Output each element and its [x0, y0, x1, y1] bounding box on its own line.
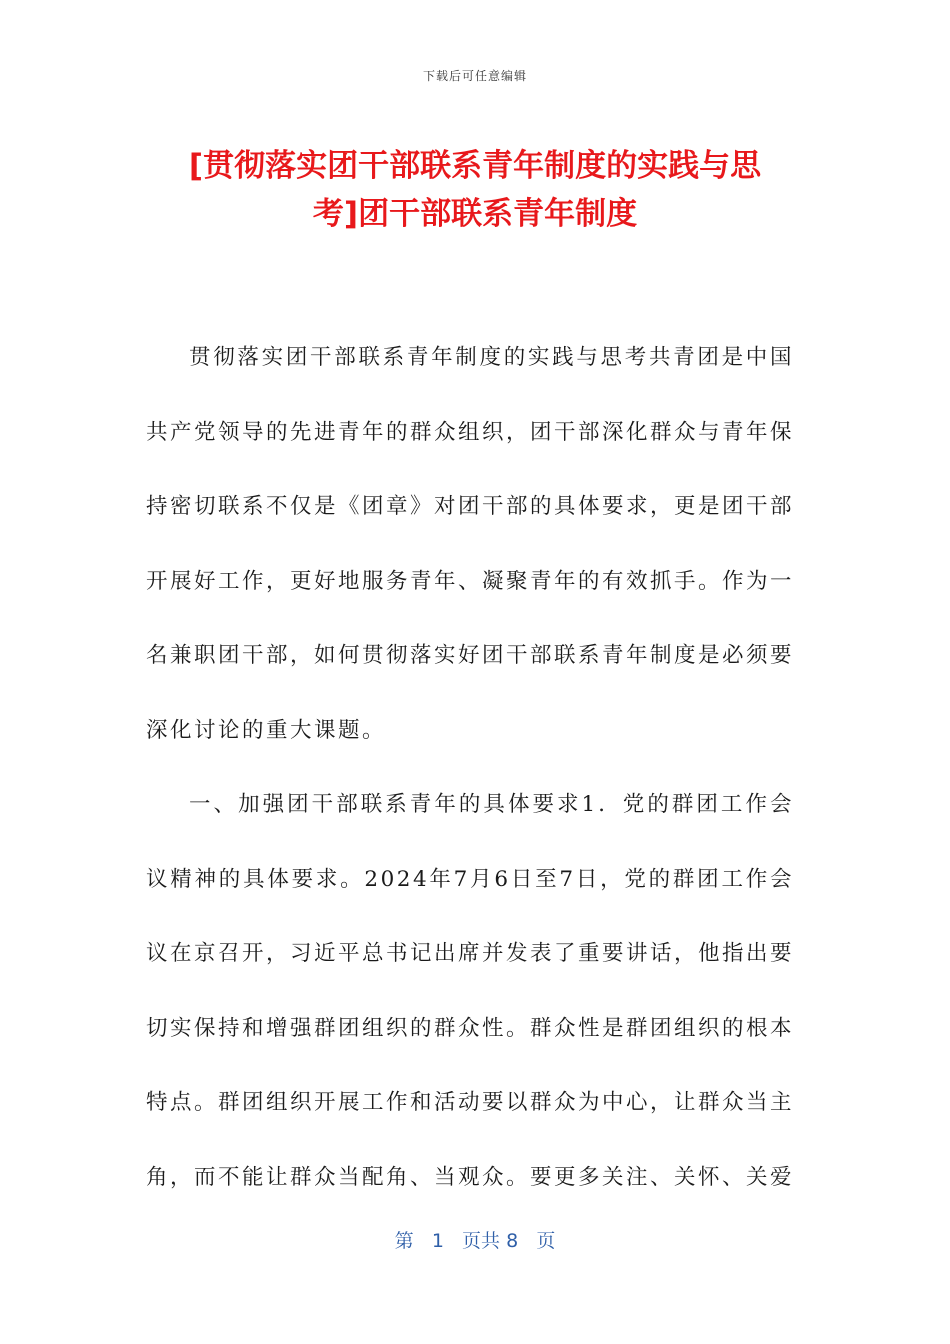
body-paragraph-2: 一、加强团干部联系青年的具体要求1．党的群团工作会议精神的具体要求。2024年7月6日至7日，党的群团工作会议在京召开，习近平总书记出席并发表了重要讲话，他指出要切实保持和增强群团组织的群众性。群众性是群团组织的根本特点。群团组织开展工作和活动要以群众为中心，让群众当主角，而不能让群众当配角、当观众。要更多关注、关怀、关爱	[146, 792, 795, 1190]
body-paragraph-1: 贯彻落实团干部联系青年制度的实践与思考共青团是中国共产党领导的先进青年的群众组织，团干部深化群众与青年保持密切联系不仅是《团章》对团干部的具体要求，更是团干部开展好工作，更好地服务青年、凝聚青年的有效抓手。作为一名兼职团干部，如何贯彻落实好团干部联系青年制度是必须要深化讨论的重大课题。	[146, 345, 795, 743]
title-line-2: 考]团干部联系青年制度	[312, 196, 638, 232]
header-note: 下载后可任意编辑	[422, 69, 527, 83]
document-body	[146, 321, 794, 1215]
document-title	[150, 142, 800, 238]
footer-prefix: 第	[394, 1230, 414, 1252]
title-line-1: [贯彻落实团干部联系青年制度的实践与思	[188, 148, 762, 184]
footer-middle: 页共	[462, 1230, 501, 1252]
footer-total-pages: 8	[506, 1230, 519, 1252]
page-footer	[0, 1226, 950, 1253]
footer-current-page: 1	[431, 1230, 444, 1252]
footer-suffix: 页	[536, 1230, 556, 1252]
